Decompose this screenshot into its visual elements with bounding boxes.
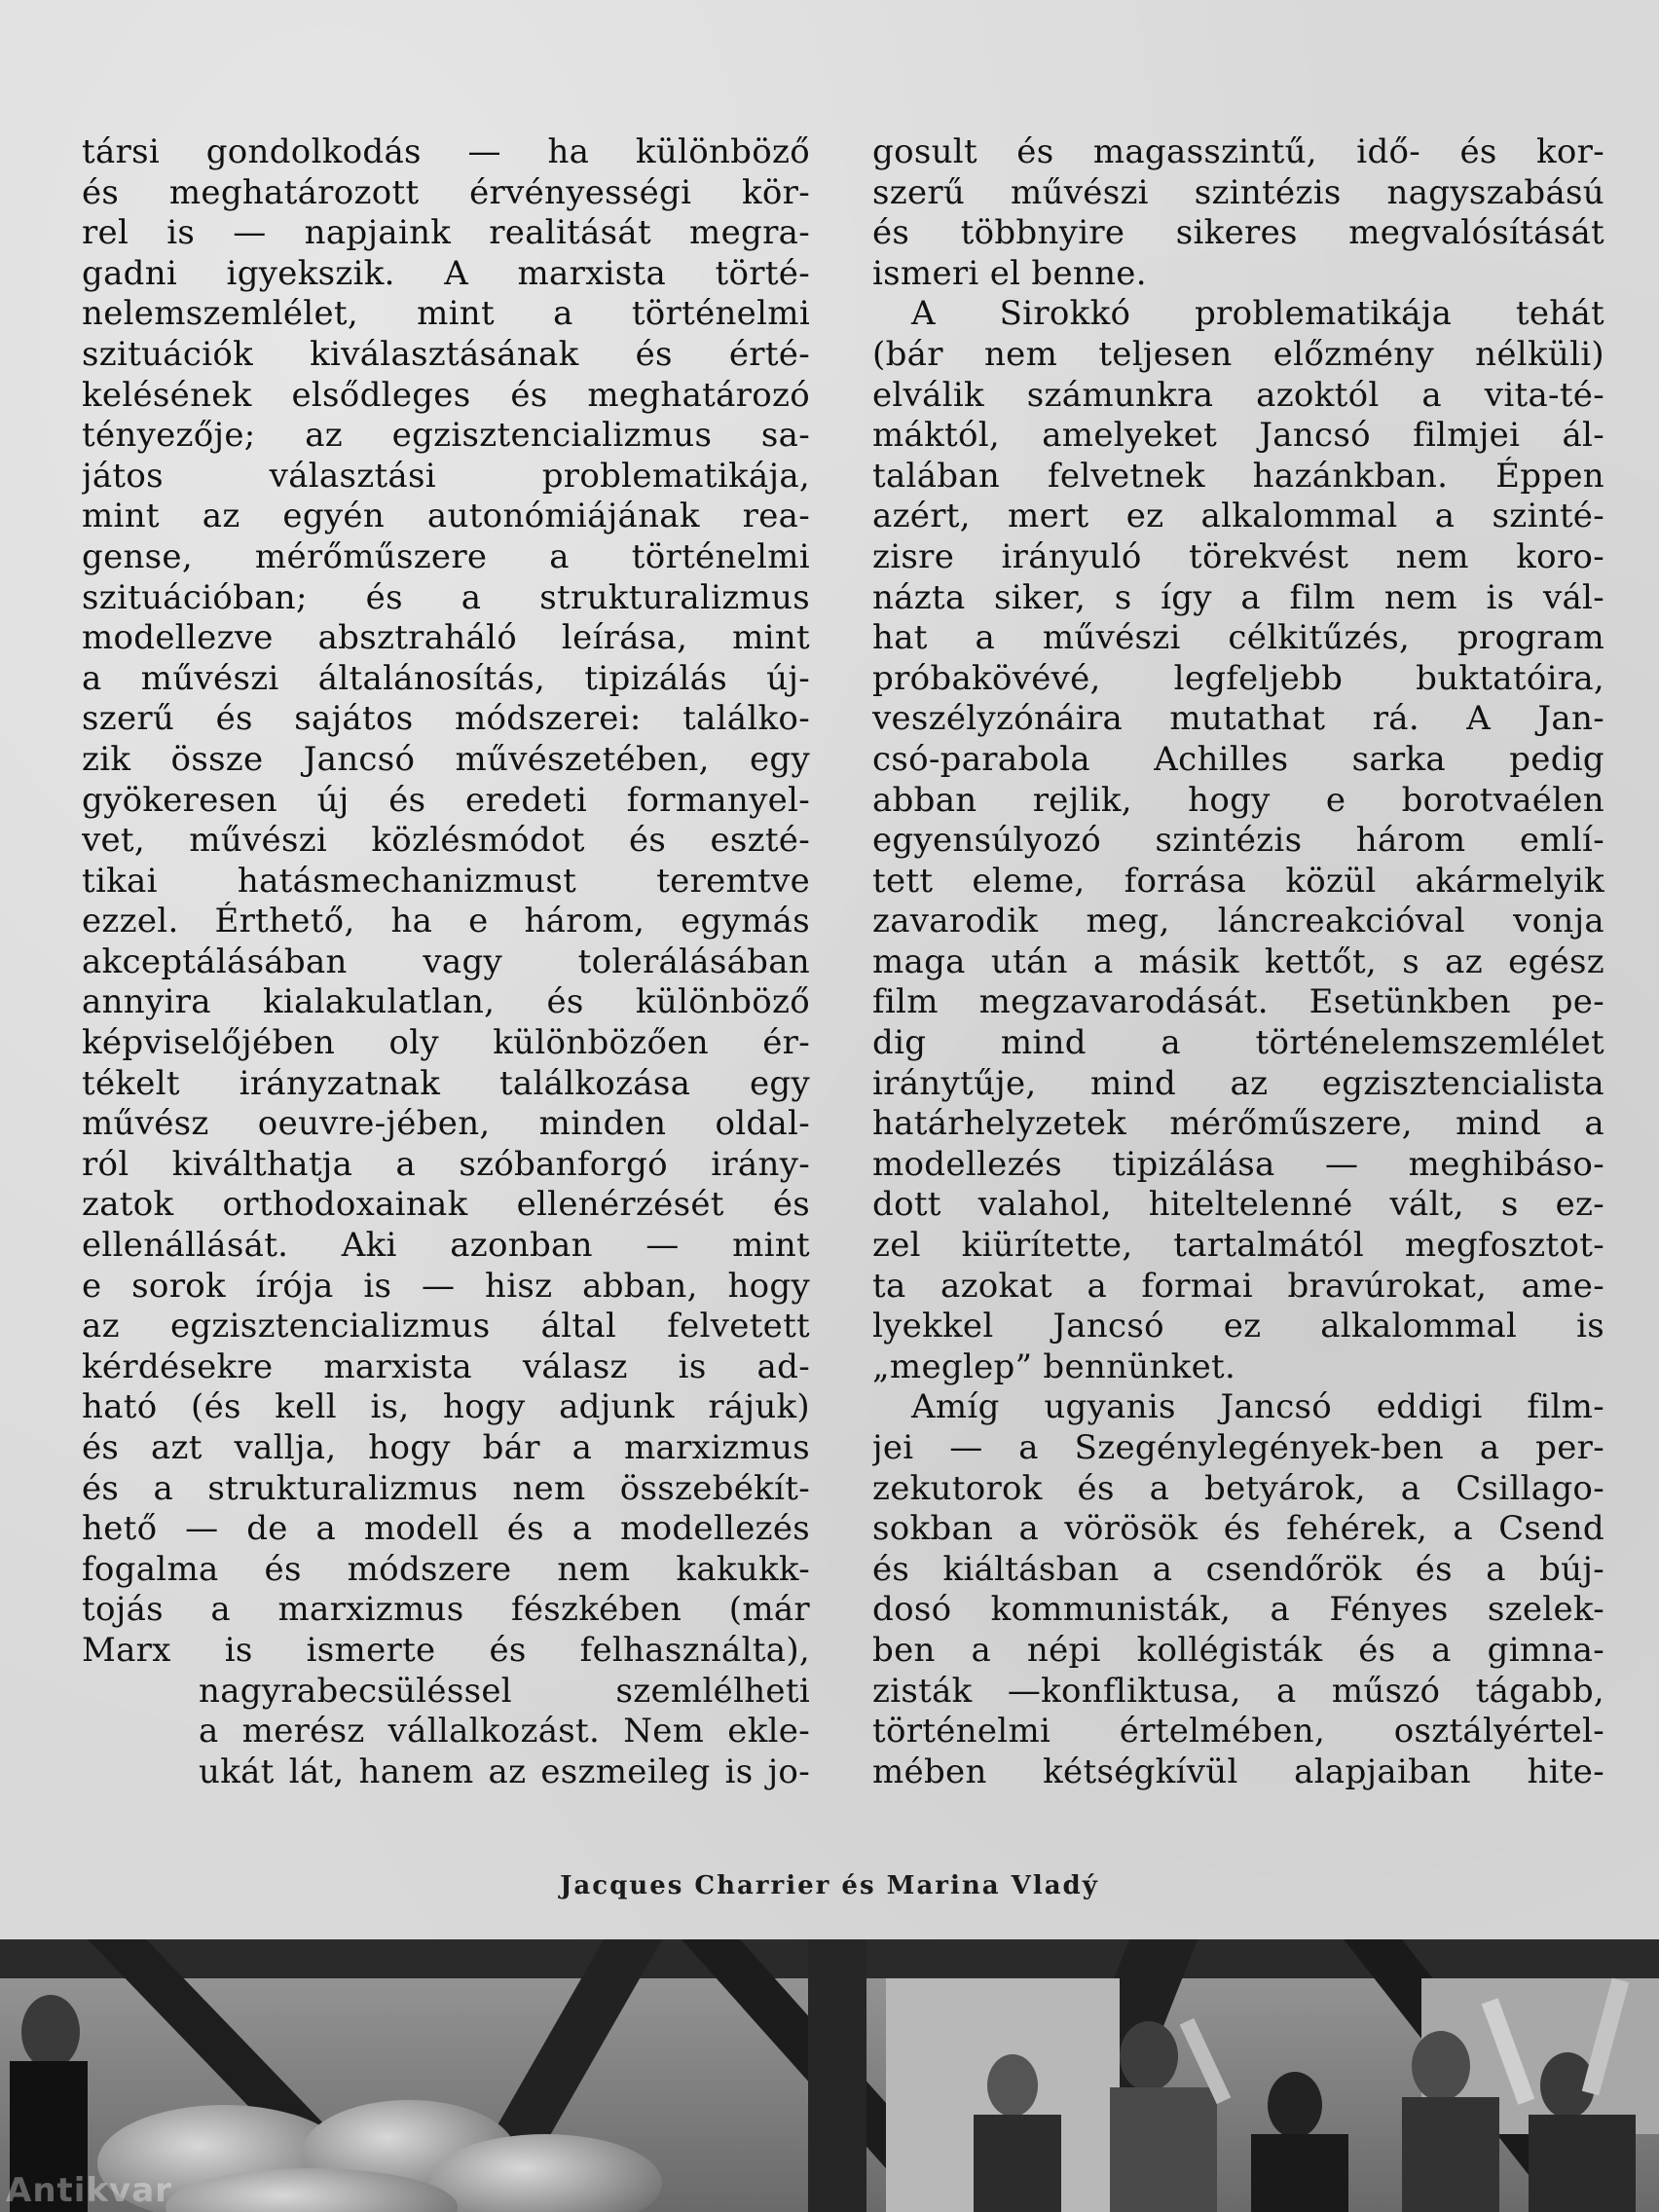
text-line: tett eleme, forrása közül akármelyik — [872, 861, 1604, 901]
text-line: dott valahol, hiteltelenné vált, s ez- — [872, 1185, 1604, 1225]
text-line: szituációban; és a strukturalizmus — [82, 577, 810, 617]
text-line: zavarodik meg, láncreakcióval vonja — [872, 902, 1604, 941]
text-line: ezzel. Érthető, ha e három, egymás — [82, 902, 810, 941]
text-line: e sorok írója is — hisz abban, hogy — [82, 1266, 810, 1306]
text-line: Amíg ugyanis Jancsó eddigi film- — [911, 1387, 1604, 1427]
text-line: azért, mert ez alkalommal a szinté- — [872, 497, 1604, 536]
text-line: ben a népi kollégisták és a gimna- — [872, 1630, 1604, 1670]
text-line: annyira kialakulatlan, és különböző — [82, 982, 810, 1022]
text-line: zatok orthodoxainak ellenérzését és — [82, 1185, 810, 1225]
text-line: akceptálásában vagy tolerálásában — [82, 941, 810, 981]
text-line: és többnyire sikeres megvalósítását — [872, 213, 1604, 253]
text-line: gosult és magasszintű, idő- és kor- — [872, 132, 1604, 171]
text-line: veszélyzónáira mutathat rá. A Jan- — [872, 699, 1604, 739]
text-line: az egzisztencializmus által felvetett — [82, 1307, 810, 1346]
text-line: ta azokat a formai bravúrokat, ame- — [872, 1266, 1604, 1306]
text-line: máktól, amelyeket Jancsó filmjei ál- — [872, 416, 1604, 456]
photo-illustration — [0, 1939, 1659, 2212]
text-line: gyökeresen új és eredeti formanyel- — [82, 780, 810, 820]
text-line: modellezve absztraháló leírása, mint — [82, 618, 810, 658]
text-line: társi gondolkodás — ha különböző — [82, 132, 810, 171]
text-line: zisták —konfliktusa, a műszó tágabb, — [872, 1671, 1604, 1711]
text-line: lyekkel Jancsó ez alkalommal is — [872, 1307, 1604, 1346]
article-column-right — [872, 132, 1604, 1817]
text-line: és a strukturalizmus nem összebékít- — [82, 1468, 810, 1508]
text-line: zik össze Jancsó művészetében, egy — [82, 739, 810, 779]
text-line: csó-parabola Achilles sarka pedig — [872, 739, 1604, 779]
text-line: tikai hatásmechanizmust teremtve — [82, 861, 810, 901]
text-line: jei — a Szegénylegények-ben a per- — [872, 1428, 1604, 1467]
watermark-text: Antikvar — [6, 2171, 172, 2210]
text-line: ellenállását. Aki azonban — mint — [82, 1226, 810, 1266]
text-line: gadni igyekszik. A marxista törté- — [82, 253, 810, 293]
text-line: ismeri el benne. — [872, 253, 1147, 293]
text-line: názta siker, s így a film nem is vál- — [872, 577, 1604, 617]
text-line: történelmi értelmében, osztályértel- — [872, 1712, 1604, 1751]
text-line: „meglep” bennünket. — [872, 1346, 1236, 1386]
text-line: képviselőjében oly különbözően ér- — [82, 1023, 810, 1063]
text-line: hető — de a modell és a modellezés — [82, 1509, 810, 1549]
text-line: ról kiválthatja a szóbanforgó irány- — [82, 1144, 810, 1184]
film-still-photo — [0, 1939, 1659, 2212]
text-line: zel kiürítette, tartalmától megfosztot- — [872, 1226, 1604, 1266]
text-line: dig mind a történelemszemlélet — [872, 1023, 1604, 1063]
text-line: művész oeuvre-jében, minden oldal- — [82, 1104, 810, 1144]
text-line: szerű művészi szintézis nagyszabású — [872, 172, 1604, 212]
text-line: tékelt irányzatnak találkozása egy — [82, 1063, 810, 1103]
text-line: szituációk kiválasztásának és érté- — [82, 334, 810, 374]
text-line: próbakövévé, legfeljebb buktatóira, — [872, 658, 1604, 698]
text-line: játos választási problematikája, — [82, 456, 810, 496]
text-line: fogalma és módszere nem kakukk- — [82, 1549, 810, 1589]
text-line: és meghatározott érvényességi kör- — [82, 172, 810, 212]
text-line: nelemszemlélet, mint a történelmi — [82, 294, 810, 334]
text-line: maga után a másik kettőt, s az egész — [872, 941, 1604, 981]
text-line: kelésének elsődleges és meghatározó — [82, 375, 810, 415]
text-line: gense, mérőműszere a történelmi — [82, 536, 810, 576]
text-line: zisre irányuló törekvést nem koro- — [872, 536, 1604, 576]
text-line: a művészi általánosítás, tipizálás új- — [82, 658, 810, 698]
text-line: elválik számunkra azoktól a vita-té- — [872, 375, 1604, 415]
text-line: ukát lát, hanem az eszmeileg is jo- — [199, 1751, 810, 1791]
text-line: ható (és kell is, hogy adjunk rájuk) — [82, 1387, 810, 1427]
text-line: rel is — napjaink realitását megra- — [82, 213, 810, 253]
text-line: modellezés tipizálása — meghibáso- — [872, 1144, 1604, 1184]
text-line: zekutorok és a betyárok, a Csillago- — [872, 1468, 1604, 1508]
text-line: kérdésekre marxista válasz is ad- — [82, 1346, 810, 1386]
text-line: egyensúlyozó szintézis három emlí- — [872, 821, 1604, 861]
text-line: mint az egyén autonómiájának rea- — [82, 497, 810, 536]
text-line: (bár nem teljesen előzmény nélküli) — [872, 334, 1604, 374]
photo-caption: Jacques Charrier és Marina Vladý — [560, 1871, 1099, 1900]
text-line: mében kétségkívül alapjaiban hite- — [872, 1751, 1604, 1791]
text-line: és kiáltásban a csendőrök és a búj- — [872, 1549, 1604, 1589]
text-line: film megzavarodását. Esetünkben pe- — [872, 982, 1604, 1022]
text-line: A Sirokkó problematikája tehát — [911, 294, 1604, 334]
text-line: hat a művészi célkitűzés, program — [872, 618, 1604, 658]
text-line: a merész vállalkozást. Nem ekle- — [199, 1712, 810, 1751]
text-line: dosó kommunisták, a Fényes szelek- — [872, 1590, 1604, 1630]
text-line: Marx is ismerte és felhasználta), — [82, 1630, 810, 1670]
text-line: abban rejlik, hogy e borotvaélen — [872, 780, 1604, 820]
text-line: szerű és sajátos módszerei: találko- — [82, 699, 810, 739]
text-line: iránytűje, mind az egzisztencialista — [872, 1063, 1604, 1103]
text-line: vet, művészi közlésmódot és eszté- — [82, 821, 810, 861]
text-line: tényezője; az egzisztencializmus sa- — [82, 416, 810, 456]
text-line: tojás a marxizmus fészkében (már — [82, 1590, 810, 1630]
text-line: határhelyzetek mérőműszere, mind a — [872, 1104, 1604, 1144]
text-line: talában felvetnek hazánkban. Éppen — [872, 456, 1604, 496]
article-column-left — [82, 132, 810, 1817]
text-line: és azt vallja, hogy bár a marxizmus — [82, 1428, 810, 1467]
text-line: sokban a vörösök és fehérek, a Csend — [872, 1509, 1604, 1549]
text-line: nagyrabecsüléssel szemlélheti — [199, 1671, 810, 1711]
